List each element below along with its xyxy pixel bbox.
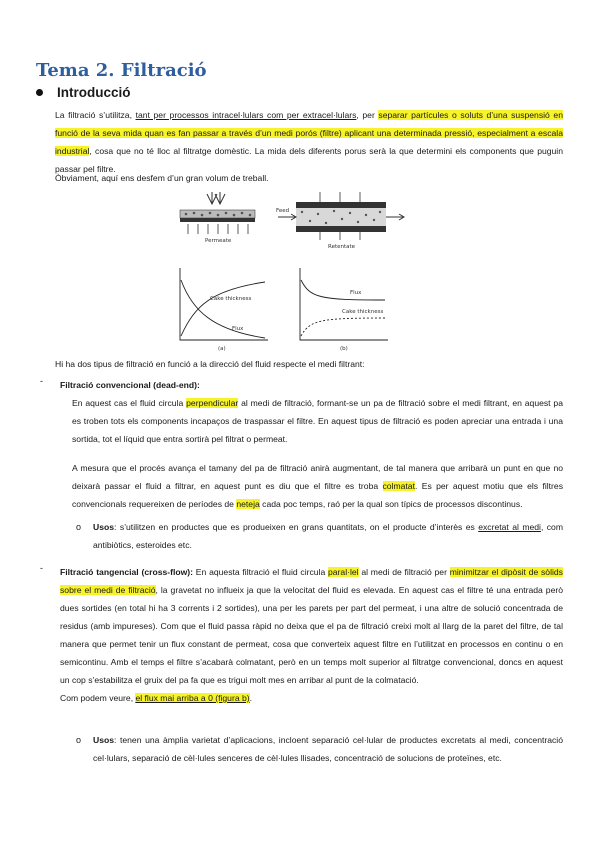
intro-heading: Introducció [57,85,131,100]
intro-text: , per [356,110,379,120]
dead-end-graph [180,268,268,352]
intro-text: , cosa que no té lloc al filtratge domèstic. La mida dels diferents porus serà la que determini els components que puguin passar pel filtre. [55,146,563,174]
text-span: cada poc temps, raó per la qual son típics de processos discontinus. [259,499,523,509]
text-span: A mesura que el procés avança el tamany del pa de filtració anirà augmentant, de tal manera que arribarà un punt en que no deixarà passar el fluid a filtrar, en aquest punt es diu que el filtre es troba [72,463,563,491]
bullet-dot-icon [36,89,43,96]
conventional-section [40,376,563,448]
intro-heading-row [36,85,131,100]
underline-span: excretat al medi [478,522,541,532]
right-curve2-label: Cake thickness [342,309,384,315]
intro-paragraph-2 [55,169,563,187]
flux-curve-b [301,280,385,300]
cake-curve-b [301,318,385,336]
text-span: : s’utilitzen en productes que es produeixen en grans quantitats, on el producte d’interès es [114,522,479,532]
text-span: al medi de filtració per [358,567,450,577]
caption-a: (a) [218,346,226,352]
text-span: Com podem veure, [60,693,136,703]
text-span: . Es per aquest motiu que els filtres convencionals requereixen de períodes de [72,481,563,509]
dash-bullet: - [40,376,43,386]
highlight-span: paral·lel [328,567,359,577]
text-span: al medi de filtració, formant-se un pa de filtració sobre el medi filtrant, en aquest pa es troben tots els components incapaços de traspassar el filtre. En aquest tipus de filtració es poden apreciar una entrada i una sortida, tot el líquid que entra sortirà pel filtrat o permeat. [72,398,563,444]
highlight-span: minimitzar el dipòsit de sòlids sobre el medi de filtració [60,567,563,595]
tangential-heading: Filtració tangencial (cross-flow): [60,567,194,577]
right-curve1-label: Flux [350,290,362,296]
intro-highlight: separar partícules o soluts d’una suspensió en funció de la seva mida quan es fan passar a través d’un medi porós (filtre) aplicant una determinada pressió, especialment a escala industrial [55,110,563,156]
dash-bullet: - [40,563,43,573]
uses-label: Usos [93,522,115,532]
intro-text: La filtració s’utilitza, [55,110,136,120]
cross-flow-graph [300,268,388,352]
circle-bullet-icon: o [76,522,82,532]
text-span: , com antibiòtics, esteroides etc. [93,522,563,550]
highlight-span: el flux mai arriba a 0 (figura b) [135,693,250,703]
tangential-section [40,563,563,707]
types-intro [55,355,563,373]
types-intro-text: Hi ha dos tipus de filtració en funció a la direcció del fluid respecte el medi filtrant: [55,359,365,369]
left-curve1-label: Cake thickness [210,296,252,302]
left-top-label: Permeate [205,238,232,244]
highlight-span: colmatat [382,481,415,491]
tangential-uses [76,731,563,767]
page-title: Tema 2. Filtració [36,60,207,81]
conventional-paragraph-2 [72,459,563,513]
highlight-span: perpendicular [186,398,239,408]
feed-label: Feed [276,208,290,214]
text-span: En aquest cas el fluid circula [72,398,187,408]
filtration-figure [150,190,420,352]
text-span: : tenen una àmplia varietat d’aplicacions, incloent separació cel·lular de productes excretats al medi, concentració cel·lulars, separació de cèl·lules senceres de cèl·lules llisades, concentració de solucions de proteïnes, etc. [93,735,563,763]
intro-paragraph-1 [55,106,563,178]
cake-thickness-curve [181,282,265,336]
conventional-uses [76,518,563,554]
conventional-heading: Filtració convencional (dead-end): [60,380,200,390]
highlight-span: neteja [236,499,260,509]
circle-bullet-icon: o [76,735,82,745]
flux-curve [181,280,265,338]
dead-end-diagram [180,192,255,244]
cross-flow-diagram [276,192,404,250]
caption-b: (b) [340,346,348,352]
left-curve2-label: Flux [232,326,244,332]
intro-underline: tant per processos intracel·lulars com per extracel·lulars [135,110,357,120]
intro-text: Òbviament, aquí ens desfem d’un gran volum de treball. [55,173,269,183]
conventional-paragraph-1 [72,394,563,448]
right-top-label: Retentate [328,244,356,250]
uses-label: Usos [93,735,115,745]
text-span: , la gravetat no influeix ja que la velocitat del fluid es elevada. En aquest cas el filtre té una entrada però dues sortides (en total hi ha 3 corrents i 2 sortides), una per les parets per part del permeat, i una altre de solució concentrada de residus (amb impureses). Com que el fluid passa ràpid no deixa que el pa de filtració creixi molt al llarg de la paret del filtre, de tal manera que permet tenir un flux constant de permeat, cosa que converteix aquest filtre en l’utilitzat en processos en continu o en semicontinu. Amb el temps el filtre s’acabarà colmatant, però en un temps molt superior al filtratge convencional, doncs en aquest un cop s’estabilitza el gruix del pa fa que es trigui molt mes en arribar al punt de la colmatació. [60,585,563,685]
text-span: . [249,693,253,703]
text-span: En aquesta filtració el fluid circula [193,567,328,577]
